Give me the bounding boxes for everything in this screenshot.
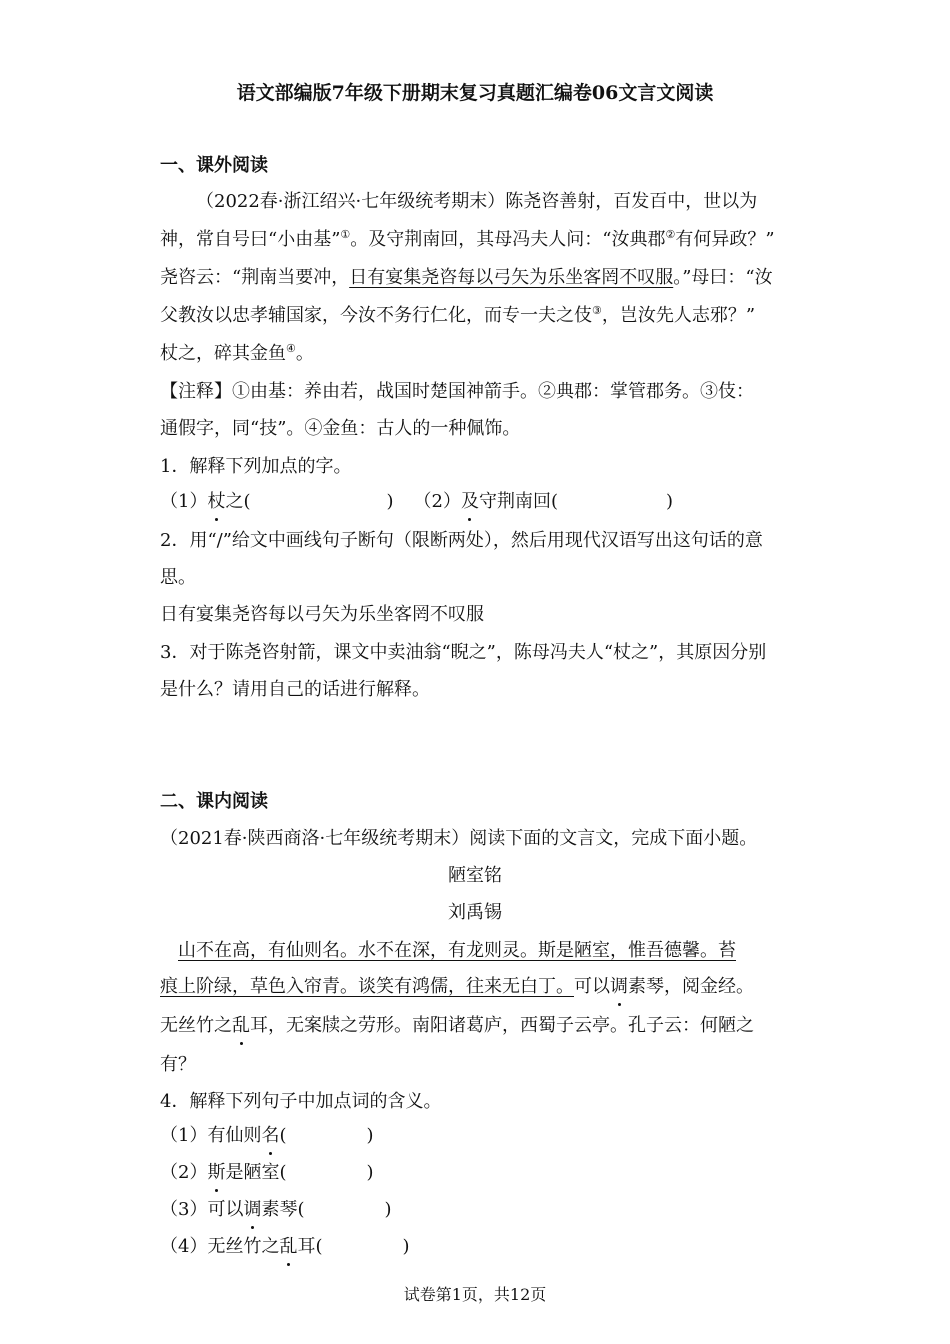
question-4-item1: （1）有仙则名( ) [160, 1125, 374, 1146]
passage2-line2: 痕上阶绿，草色入帘青。谈笑有鸿儒，往来无白丁。可以调素琴，阅金经。 [160, 976, 754, 997]
page-footer: 试卷第1页，共12页 [403, 1285, 547, 1304]
question-4-item4: （4）无丝竹之乱耳( ) [160, 1236, 410, 1257]
question-2-line1: 2．用“/”给文中画线句子断句（限断两处），然后用现代汉语写出这句话的意 [160, 530, 763, 551]
passage2-line1: 山不在高，有仙则名。水不在深，有龙则灵。斯是陋室，惟吾德馨。苔 [178, 940, 736, 961]
section2-heading: 二、课内阅读 [160, 791, 268, 812]
question-2-sentence: 日有宴集尧咨每以弓矢为乐坐客罔不叹服 [160, 604, 484, 625]
question-2-line2: 思。 [160, 567, 196, 588]
passage1-line4: 父教汝以忠孝辅国家，今汝不务行仁化，而专一夫之伎③，岂汝先人志邪？” [160, 304, 756, 326]
annotation-line1: 【注释】①由基：养由若，战国时楚国神箭手。②典郡：掌管郡务。③伎： [160, 381, 754, 402]
passage2-line4: 有？ [160, 1054, 196, 1075]
question-3-line2: 是什么？请用自己的话进行解释。 [160, 679, 430, 700]
dotted-char: 乱 [232, 1015, 250, 1036]
question-1: 1．解释下列加点的字。 [160, 456, 352, 477]
dotted-char: 调 [610, 976, 628, 997]
question-4-item3: （3）可以调素琴( ) [160, 1199, 392, 1220]
section2-source: （2021春·陕西商洛·七年级统考期末）阅读下面的文言文，完成下面小题。 [160, 828, 758, 849]
question-4-item2: （2）斯是陋室( ) [160, 1162, 374, 1183]
passage1-line1: （2022春·浙江绍兴·七年级统考期末）陈尧咨善射，百发百中，世以为 [196, 191, 758, 212]
passage1-line5: 杖之，碎其金鱼④。 [160, 342, 314, 364]
document-title: 语文部编版7年级下册期末复习真题汇编卷06文言文阅读 [236, 82, 714, 104]
dotted-char: 杖 [207, 491, 226, 512]
dotted-char: 乱 [279, 1236, 298, 1257]
poem-author: 刘禹锡 [448, 902, 502, 923]
question-3-line1: 3．对于陈尧咨射箭，课文中卖油翁“睨之”，陈母冯夫人“杖之”，其原因分别 [160, 642, 767, 663]
dotted-char: 斯 [207, 1162, 226, 1183]
dotted-char: 及 [460, 491, 479, 512]
dotted-char: 名 [261, 1125, 280, 1146]
dotted-char: 调 [243, 1199, 262, 1220]
poem-title: 陋室铭 [448, 865, 502, 886]
question-4: 4．解释下列句子中加点词的含义。 [160, 1091, 442, 1112]
passage1-line2: 神，常自号曰“小由基”①。及守荆南回，其母冯夫人问：“汝典郡②有何异政？” [160, 228, 775, 250]
passage2-line3: 无丝竹之乱耳，无案牍之劳形。南阳诸葛庐，西蜀子云亭。孔子云：何陋之 [160, 1015, 754, 1036]
annotation-line2: 通假字，同“技”。④金鱼：古人的一种佩饰。 [160, 418, 521, 439]
question-1-items: （1）杖之( ) （2）及守荆南回( ) [160, 491, 674, 512]
underlined-sentence: 日有宴集尧咨每以弓矢为乐坐客罔不叹服 [349, 267, 674, 288]
section1-heading: 一、课外阅读 [160, 155, 268, 176]
passage1-line3: 尧咨云：“荆南当要冲，日有宴集尧咨每以弓矢为乐坐客罔不叹服。”母曰：“汝 [160, 267, 773, 288]
